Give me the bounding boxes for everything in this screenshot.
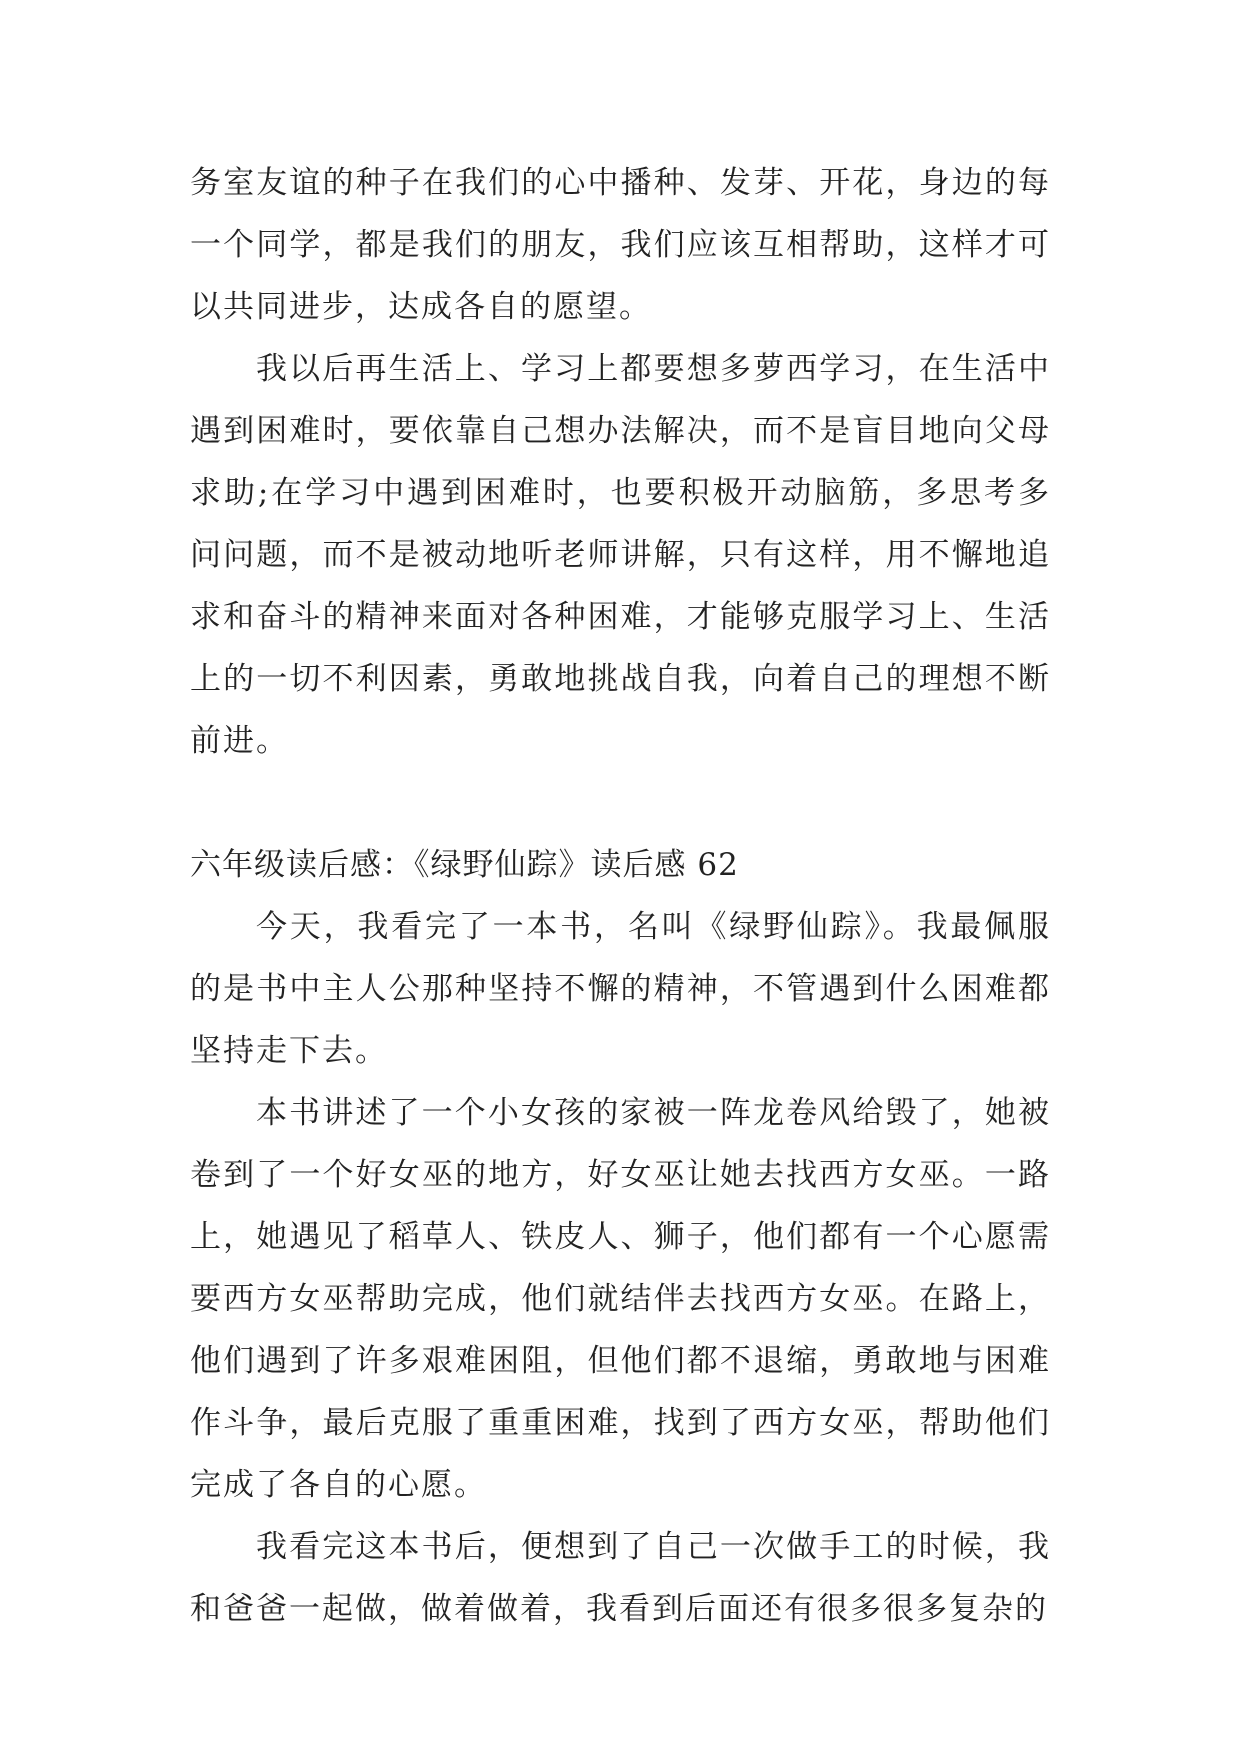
section-spacer xyxy=(190,772,1051,834)
continued-paragraph: 务室友谊的种子在我们的心中播种、发芽、开花，身边的每一个同学，都是我们的朋友，我们应该互相帮助，这样才可以共同进步，达成各自的愿望。 xyxy=(190,165,1051,325)
paragraph: 我看完这本书后，便想到了自己一次做手工的时候，我和爸爸一起做，做着做着，我看到后面还有很多很多复杂的 xyxy=(190,1529,1051,1627)
paragraph: 我以后再生活上、学习上都要想多萝西学习，在生活中遇到困难时，要依靠自己想办法解决，而不是盲目地向父母求助;在学习中遇到困难时，也要积极开动脑筋，多思考多问问题，而不是被动地听老师讲解，只有这样，用不懈地追求和奋斗的精神来面对各种困难，才能够克服学习上、生活上的一切不利因素，勇敢地挑战自我，向着自己的理想不断前进。 xyxy=(190,351,1051,759)
section-title: 六年级读后感：《绿野仙踪》读后感 62 xyxy=(190,847,739,883)
document-body xyxy=(190,152,1051,1640)
paragraph: 本书讲述了一个小女孩的家被一阵龙卷风给毁了，她被卷到了一个好女巫的地方，好女巫让她去找西方女巫。一路上，她遇见了稻草人、铁皮人、狮子，他们都有一个心愿需要西方女巫帮助完成，他们就结伴去找西方女巫。在路上，他们遇到了许多艰难困阻，但他们都不退缩，勇敢地与困难作斗争，最后克服了重重困难，找到了西方女巫，帮助他们完成了各自的心愿。 xyxy=(190,1095,1051,1503)
paragraph: 今天，我看完了一本书，名叫《绿野仙踪》。我最佩服的是书中主人公那种坚持不懈的精神，不管遇到什么困难都坚持走下去。 xyxy=(190,909,1051,1069)
